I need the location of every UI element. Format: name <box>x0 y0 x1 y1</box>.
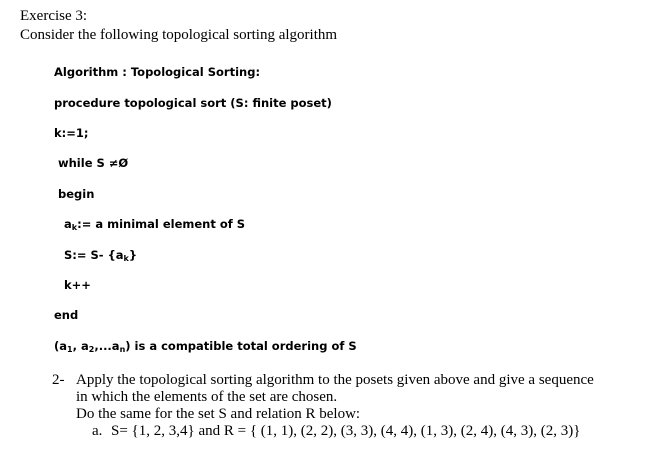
while-line: while S ≠Ø <box>58 156 129 170</box>
step-suffix: } <box>128 248 138 262</box>
result-part: ,...a <box>94 339 120 353</box>
algorithm-title: Algorithm : Topological Sorting: <box>54 65 261 79</box>
step-var-subscript: k <box>71 223 78 232</box>
result-subscript: 1 <box>67 345 73 354</box>
step-prefix: S:= S- {a <box>64 248 124 262</box>
question-number: 2- <box>52 372 65 388</box>
init-line: k:=1; <box>54 126 89 140</box>
sub-question-label: a. <box>92 423 103 439</box>
begin-line: begin <box>58 187 95 201</box>
exercise-title: Exercise 3: <box>20 8 88 24</box>
step-increment: k++ <box>64 278 91 292</box>
question-line-1: Apply the topological sorting algorithm to the posets given above and give a sequence <box>76 372 594 388</box>
question-line-3: Do the same for the set S and relation R below: <box>76 406 361 422</box>
step-subscript: k <box>123 254 129 263</box>
end-line: end <box>54 308 79 322</box>
result-line <box>54 339 357 353</box>
question-line-2: in which the elements of the set are chosen. <box>76 389 338 405</box>
result-part: (a <box>54 339 68 353</box>
step-minimal-element <box>64 217 245 231</box>
step-remove-element <box>64 248 137 262</box>
result-part: , a <box>72 339 89 353</box>
step-var: a <box>64 217 72 231</box>
result-subscript: n <box>119 345 126 354</box>
procedure-line: procedure topological sort (S: finite poset) <box>54 96 332 110</box>
exercise-intro: Consider the following topological sorting algorithm <box>20 27 338 43</box>
result-subscript: 2 <box>88 345 95 354</box>
result-part: ) is a compatible total ordering of S <box>125 339 357 353</box>
step-text: := a minimal element of S <box>77 217 246 231</box>
sub-question-text: S= {1, 2, 3,4} and R = { (1, 1), (2, 2), (3, 3), (4, 4), (1, 3), (2, 4), (4, 3), (2, 3)} <box>111 423 581 439</box>
